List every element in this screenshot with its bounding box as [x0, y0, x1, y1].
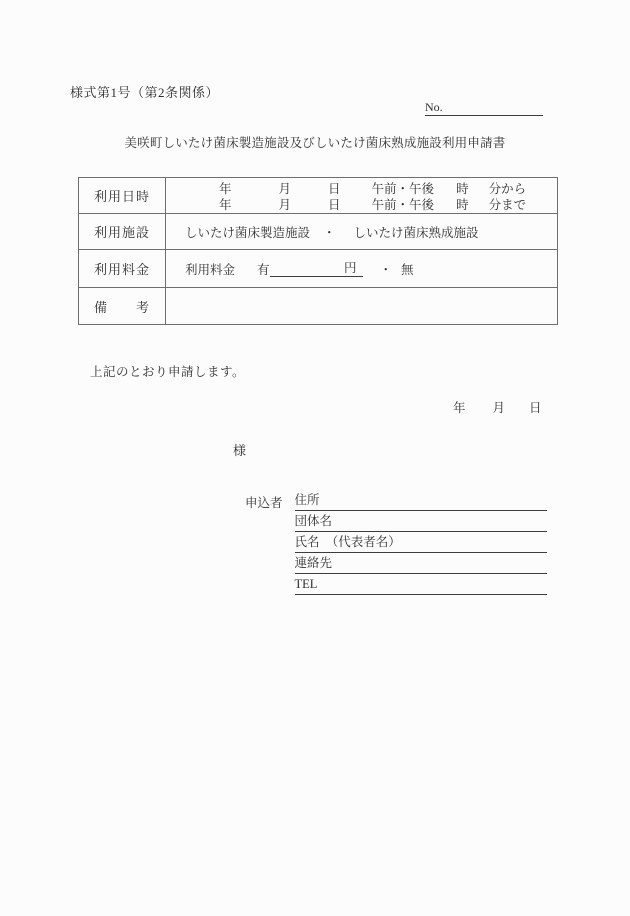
day-label: 日: [328, 197, 341, 212]
usage-fee-row: [79, 250, 558, 288]
usage-facility-row: [79, 214, 558, 250]
usage-datetime-line-to: [166, 196, 557, 212]
usage-datetime-row: [79, 178, 558, 214]
applicant-address-line[interactable]: [295, 493, 547, 511]
usage-datetime-label: 利用日時: [79, 178, 166, 214]
remarks-row: [79, 288, 558, 325]
facility-option-manufacturing: しいたけ菌床製造施設: [185, 225, 311, 240]
applicant-group-name-line[interactable]: [295, 514, 547, 532]
minute-from-label: 分から: [488, 181, 527, 196]
fee-label: 利用料金: [185, 262, 236, 277]
address-label: 住所: [294, 493, 320, 507]
applicant-fields: [295, 493, 547, 598]
tel-label: TEL: [294, 577, 318, 591]
fee-yes-label: 有: [257, 262, 270, 277]
application-date-line[interactable]: [453, 398, 542, 416]
name-label: 氏名 （代表者名）: [294, 535, 401, 549]
year-label: 年: [219, 181, 232, 196]
minute-to-label: 分まで: [488, 197, 527, 212]
addressee-sama-label: 様: [233, 443, 247, 458]
month-label: 月: [278, 197, 292, 212]
usage-fee-cell: [166, 250, 558, 288]
no-label: No.: [425, 100, 443, 114]
date-year-label: 年: [453, 401, 466, 415]
fee-option-separator: ・: [379, 262, 393, 277]
facility-option-ripening: しいたけ菌床熟成施設: [353, 225, 479, 240]
contact-label: 連絡先: [294, 556, 333, 570]
remarks-blank-cell[interactable]: [166, 288, 558, 325]
applicant-tel-line[interactable]: [295, 577, 547, 595]
form-number-text: 様式第1号（第2条関係）: [70, 85, 220, 100]
fee-unit-yen-label: 円: [344, 261, 357, 275]
no-blank-line[interactable]: [425, 99, 543, 116]
hour-label: 時: [456, 197, 469, 212]
application-table: [78, 177, 558, 325]
fee-no-label: 無: [401, 262, 414, 277]
applicant-name-line[interactable]: [295, 535, 547, 553]
usage-facility-label: 利用施設: [79, 214, 166, 250]
day-label: 日: [328, 181, 341, 196]
facility-option-separator: ・: [323, 225, 336, 240]
apply-statement-text: 上記のとおり申請します。: [90, 365, 246, 379]
fee-amount-blank-line[interactable]: [270, 260, 363, 277]
hour-label: 時: [456, 181, 469, 196]
date-day-label: 日: [529, 401, 542, 415]
usage-datetime-line-from: [166, 180, 557, 196]
month-label: 月: [278, 181, 292, 196]
date-month-label: 月: [492, 401, 506, 415]
usage-datetime-cell[interactable]: [166, 178, 558, 214]
year-label: 年: [219, 197, 232, 212]
usage-fee-label: 利用料金: [79, 250, 166, 288]
applicant-label: 申込者: [245, 496, 283, 510]
am-pm-label: 午前・午後: [371, 197, 435, 212]
remarks-label: 備 考: [79, 288, 166, 325]
page-title: 美咲町しいたけ菌床製造施設及びしいたけ菌床熟成施設利用申請書: [124, 136, 506, 150]
applicant-section: [245, 493, 547, 598]
applicant-contact-line[interactable]: [295, 556, 547, 574]
am-pm-label: 午前・午後: [371, 181, 435, 196]
usage-facility-cell[interactable]: [166, 214, 558, 250]
group-name-label: 団体名: [294, 514, 333, 528]
